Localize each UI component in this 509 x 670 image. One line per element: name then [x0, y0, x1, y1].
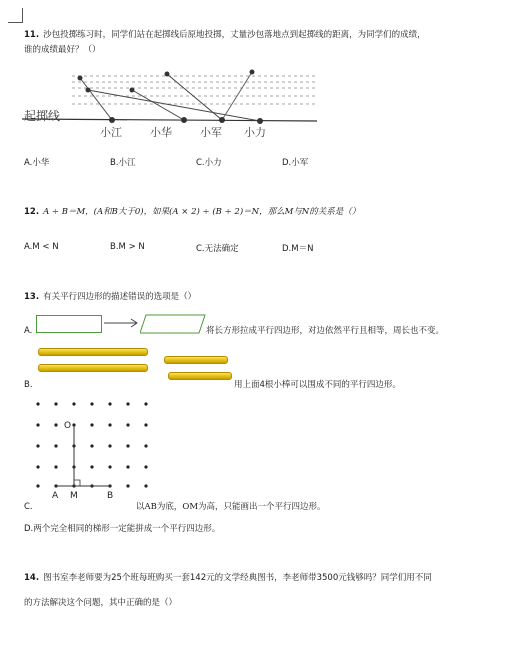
q14-line1: [24, 569, 432, 587]
rectangle-shape: [36, 315, 102, 333]
q13-option-a-text: 将长方形拉成平行四边形，对边依然平行且相等，周长也不变。: [206, 326, 445, 336]
q11-option-b[interactable]: B.小江: [110, 158, 136, 168]
point-a-label: A: [52, 491, 59, 501]
q11-number: 11.: [24, 30, 40, 40]
q13-option-d[interactable]: D.两个完全相同的梯形一定能拼成一个平行四边形。: [24, 524, 221, 534]
q11-option-d[interactable]: D.小军: [282, 158, 309, 168]
q12-option-d[interactable]: D.M＝N: [282, 244, 314, 254]
q12-option-b[interactable]: B.M > N: [110, 242, 145, 252]
q11-option-c[interactable]: C.小力: [196, 158, 222, 168]
q12-options: [24, 242, 368, 254]
q13-text: 有关平行四边形的描述错误的选项是（）: [43, 292, 197, 302]
q11-option-a[interactable]: A.小华: [24, 158, 50, 168]
stick-long-2: [38, 364, 148, 372]
stick-short-1: [164, 356, 228, 364]
name-xiaohua: 小华: [150, 126, 172, 139]
dot-grid-figure: [30, 396, 150, 506]
q12-text: A ÷ B＝M，(A和B大于0)，如果(A × 2) ÷ (B ÷ 2)＝N，那么M与N的关系是（）: [43, 207, 361, 217]
stick-short-2: [168, 372, 232, 380]
q11-text-line1: 沙包投掷练习时，同学们站在起掷线后原地投掷，丈量沙包落地点到起掷线的距离，为同学们的成绩，: [43, 30, 426, 40]
q13-option-a-label[interactable]: A.: [24, 326, 33, 336]
name-xiaojun: 小军: [200, 126, 222, 139]
stick-long-1: [38, 348, 148, 356]
point-o-label: O: [64, 421, 72, 431]
q14-text-line1: 图书室李老师要为25个班每班购买一套142元的文学经典图书，李老师带3500元钱够吗？同学们用不同: [43, 573, 432, 583]
q14-number: 14.: [24, 573, 40, 583]
point-b-label: B: [107, 491, 114, 501]
name-xiaoli: 小力: [244, 126, 266, 139]
q12-option-c[interactable]: C.无法确定: [196, 244, 239, 254]
q12-option-a[interactable]: A.M < N: [24, 242, 59, 252]
q11-figure: [22, 64, 322, 144]
q13-option-c-label[interactable]: C.: [24, 502, 33, 512]
q11-options: [24, 156, 368, 168]
name-xiaojiang: 小江: [100, 126, 122, 139]
q13-option-c-text: 以AB为底，OM为高，只能画出一个平行四边形。: [136, 502, 326, 512]
q12-line: [24, 203, 360, 221]
q11-line2: 谁的成绩最好？（）: [24, 45, 101, 55]
q12-number: 12.: [24, 207, 40, 217]
q13-option-b-label[interactable]: B.: [24, 380, 33, 390]
start-line-label: 起掷线: [24, 109, 61, 123]
page-corner-mark: [8, 8, 23, 23]
arrow-icon: [104, 318, 140, 328]
q14-line2: 的方法解决这个问题，其中正确的是（）: [24, 598, 178, 608]
point-m-label: M: [70, 491, 78, 501]
parallelogram-shape: [140, 314, 206, 334]
q13-option-b-text: 用上面4根小棒可以围成不同的平行四边形。: [234, 380, 401, 390]
q13-number: 13.: [24, 292, 40, 302]
q13-line: [24, 288, 196, 306]
